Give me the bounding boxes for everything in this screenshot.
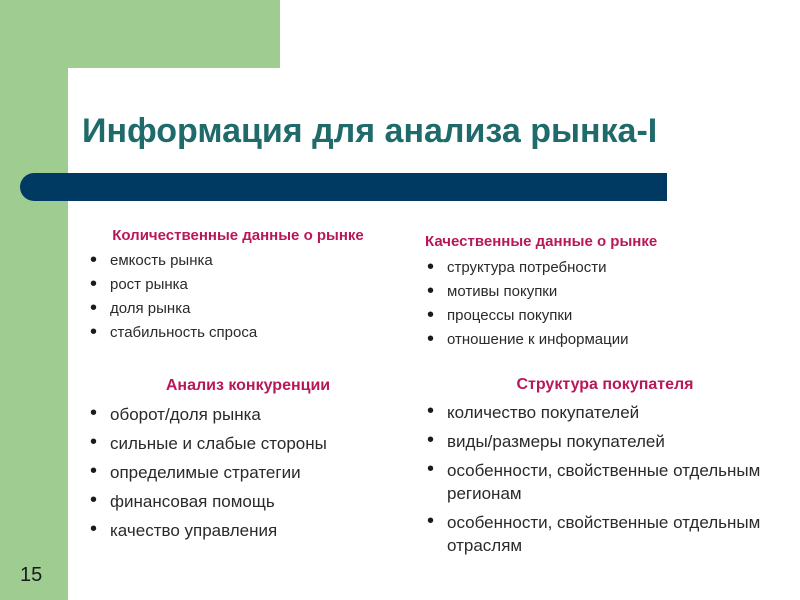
section-buyers bbox=[425, 376, 785, 563]
list-quantitative bbox=[88, 249, 388, 345]
list-item: • финансовая помощь bbox=[88, 490, 408, 513]
slide-title: Информация для анализа рынка-I bbox=[82, 112, 658, 150]
section-heading-qualitative: Качественные данные о рынке bbox=[425, 233, 658, 250]
list-qualitative bbox=[425, 256, 785, 352]
list-item: • количество покупателей bbox=[425, 401, 785, 424]
list-item: • особенности, свойственные отдельным регионам bbox=[425, 459, 785, 505]
list-item: • отношение к информации bbox=[425, 328, 785, 352]
title-underline-bar bbox=[20, 173, 667, 201]
section-quantitative bbox=[88, 227, 388, 345]
list-item: • процессы покупки bbox=[425, 304, 785, 328]
list-item: • сильные и слабые стороны bbox=[88, 432, 408, 455]
list-item: • стабильность спроса bbox=[88, 321, 388, 345]
list-item: • качество управления bbox=[88, 519, 408, 542]
page-number: 15 bbox=[20, 564, 43, 586]
list-item: • оборот/доля рынка bbox=[88, 403, 408, 426]
list-buyers bbox=[425, 401, 785, 557]
list-item: • рост рынка bbox=[88, 273, 388, 297]
decor-green-top bbox=[0, 0, 280, 68]
decor-green-left bbox=[0, 0, 68, 600]
section-heading-buyers: Структура покупателя bbox=[516, 376, 694, 393]
list-item: • доля рынка bbox=[88, 297, 388, 321]
section-heading-competition: Анализ конкуренции bbox=[165, 377, 331, 394]
section-heading-quantitative: Количественные данные о рынке bbox=[112, 227, 364, 244]
section-qualitative bbox=[425, 233, 785, 352]
list-item: • определимые стратегии bbox=[88, 461, 408, 484]
section-competition bbox=[88, 377, 408, 548]
list-item: • структура потребности bbox=[425, 256, 785, 280]
list-item: • виды/размеры покупателей bbox=[425, 430, 785, 453]
list-item: • мотивы покупки bbox=[425, 280, 785, 304]
list-item: • особенности, свойственные отдельным отраслям bbox=[425, 511, 785, 557]
list-item: • емкость рынка bbox=[88, 249, 388, 273]
list-competition bbox=[88, 403, 408, 542]
